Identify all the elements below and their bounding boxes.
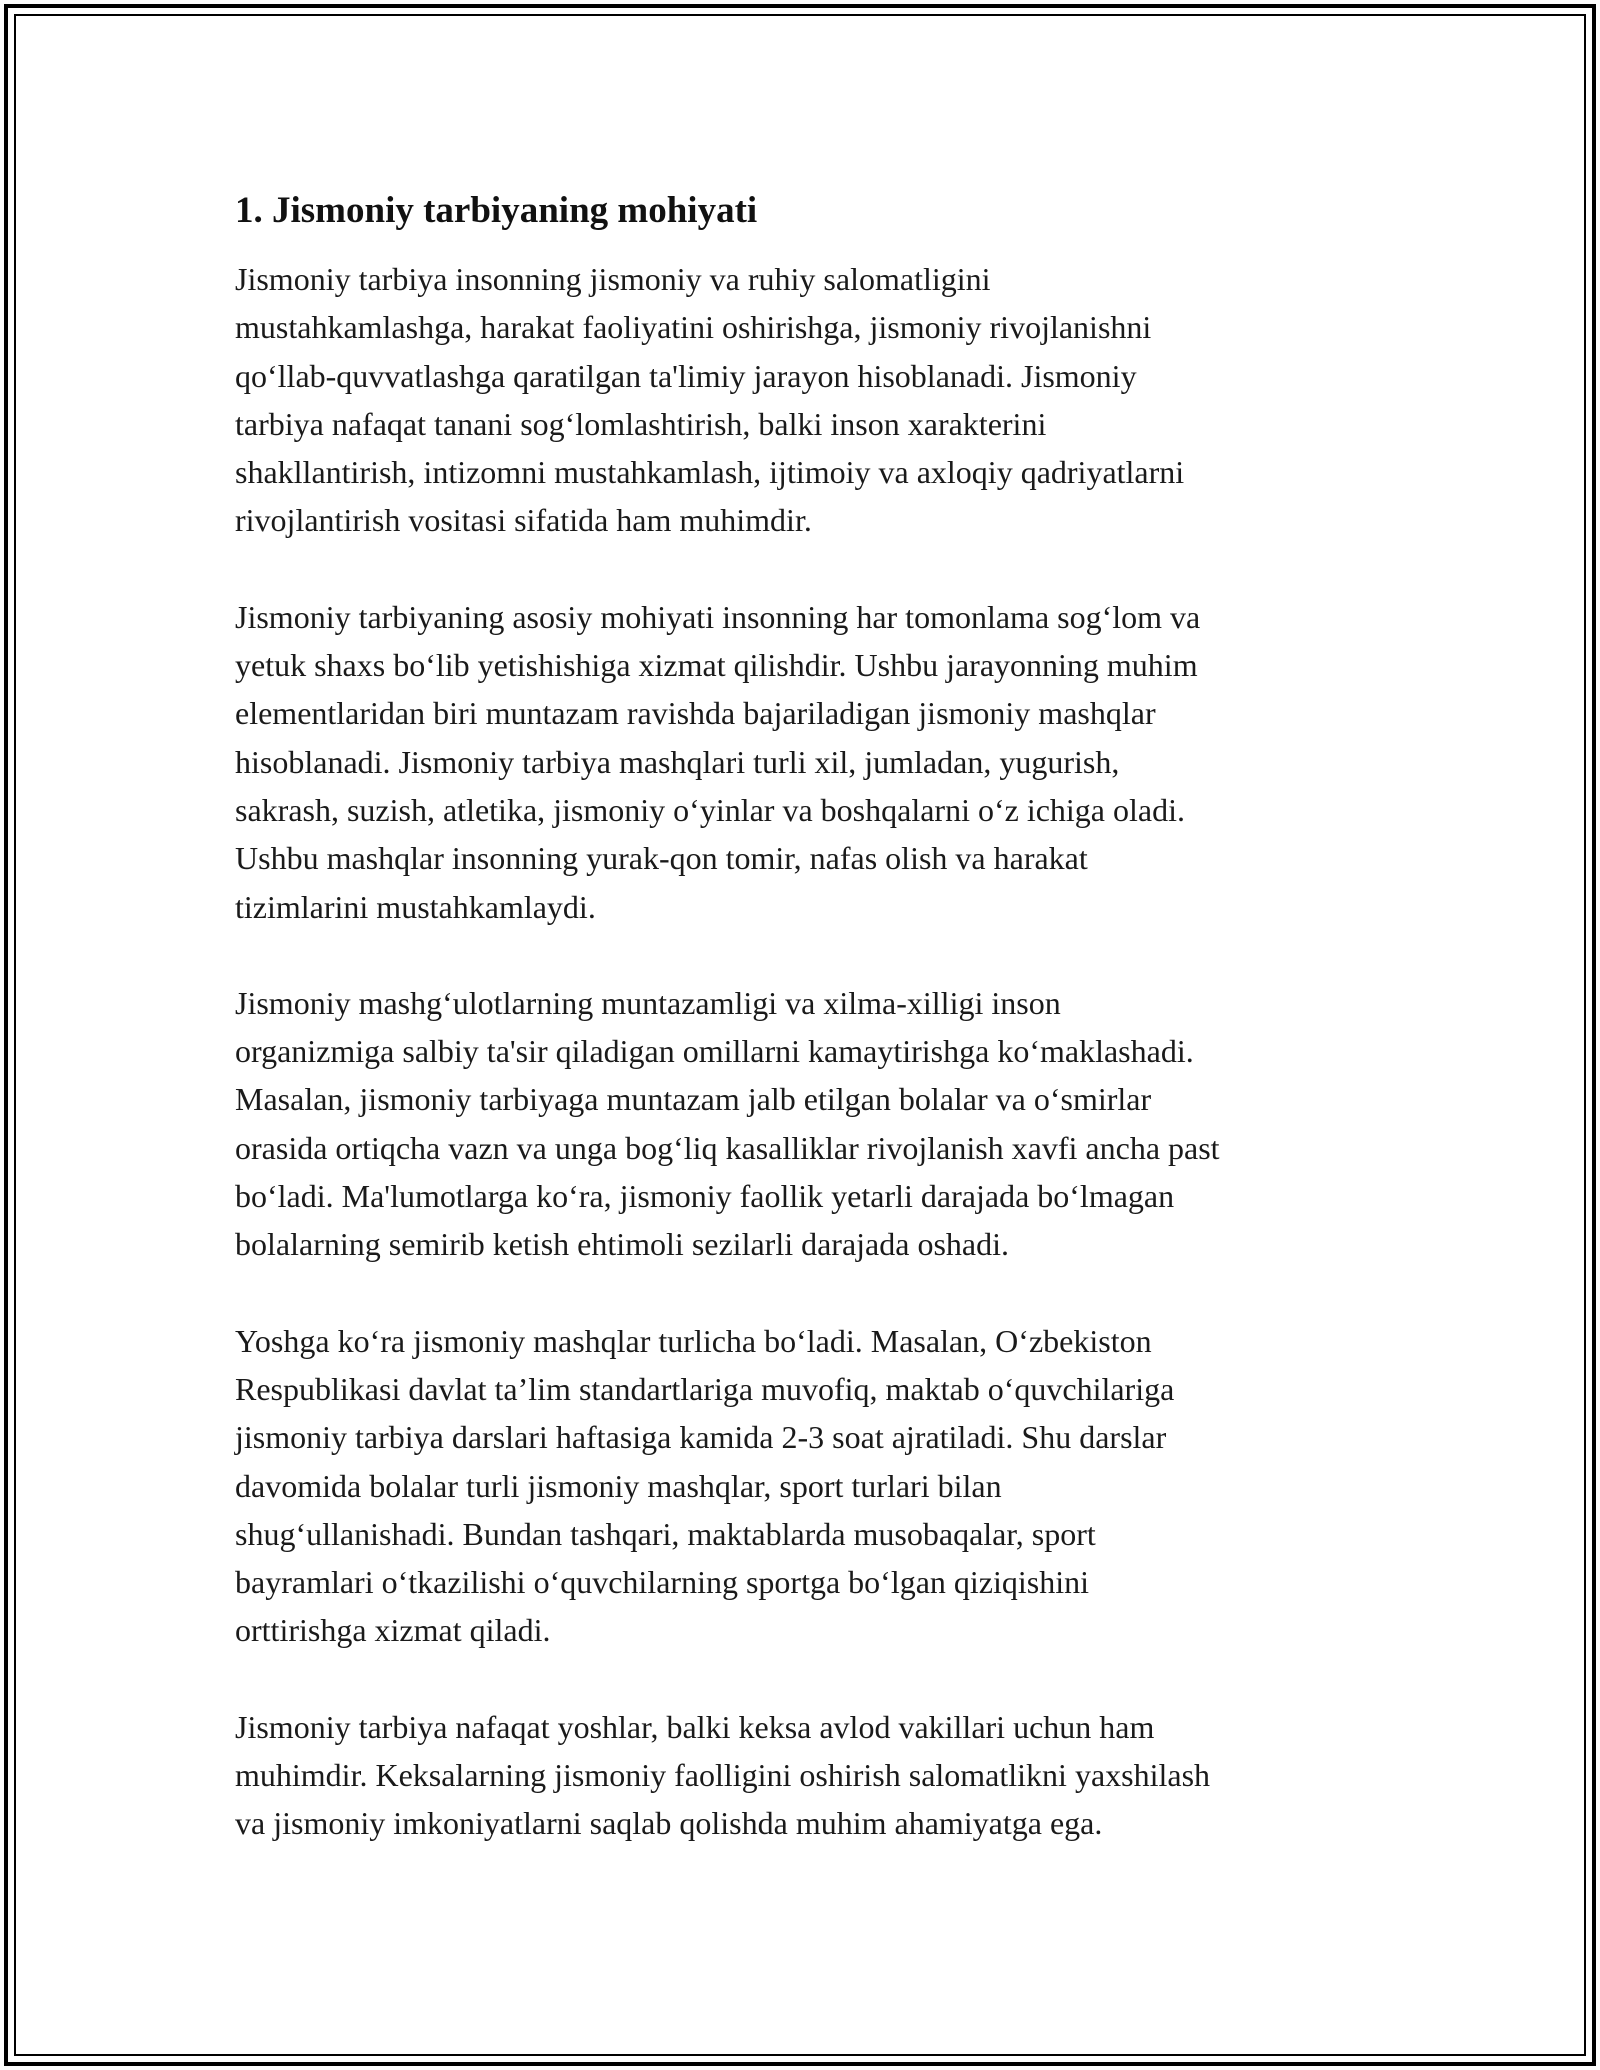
paragraph-line: shakllantirish, intizomni mustahkamlash, ijtimoiy va axloqiy qadriyatlarni	[235, 454, 1185, 491]
paragraph-line: Yoshga ko‘ra jismoniy mashqlar turlicha bo‘ladi. Masalan, O‘zbekiston	[235, 1322, 1152, 1359]
paragraph-line: Jismoniy mashg‘ulotlarning muntazamligi va xilma-xilligi inson	[235, 984, 1061, 1021]
paragraph-line: hisoblanadi. Jismoniy tarbiya mashqlari turli xil, jumladan, yugurish,	[235, 743, 1120, 780]
paragraph-line: tarbiya nafaqat tanani sog‘lomlashtirish, balki inson xarakterini	[235, 405, 1047, 442]
paragraph-line: qo‘llab-quvvatlashga qaratilgan ta'limiy jarayon hisoblanadi. Jismoniy	[235, 357, 1137, 394]
paragraph-line: bolalarning semirib ketish ehtimoli sezilarli darajada oshadi.	[235, 1226, 1009, 1263]
paragraph-line: Jismoniy tarbiya nafaqat yoshlar, balki keksa avlod vakillari uchun ham	[235, 1708, 1155, 1745]
paragraph-line: orttirishga xizmat qiladi.	[235, 1612, 551, 1649]
paragraph-list	[235, 255, 1375, 1848]
paragraph-line: jismoniy tarbiya darslari haftasiga kamida 2-3 soat ajratiladi. Shu darslar	[235, 1419, 1167, 1456]
paragraph-line: muhimdir. Keksalarning jismoniy faolligini oshirish salomatlikni yaxshilash	[235, 1757, 1211, 1794]
paragraph-line: sakrash, suzish, atletika, jismoniy o‘yinlar va boshqalarni o‘z ichiga oladi.	[235, 791, 1185, 828]
paragraph	[235, 979, 1375, 1269]
paragraph-line: orasida ortiqcha vazn va unga bog‘liq kasalliklar rivojlanish xavfi ancha past	[235, 1129, 1220, 1166]
paragraph-line: bo‘ladi. Ma'lumotlarga ko‘ra, jismoniy faollik yetarli darajada bo‘lmagan	[235, 1178, 1175, 1215]
paragraph-line: Jismoniy tarbiya insonning jismoniy va ruhiy salomatligini	[235, 261, 991, 297]
paragraph-line: mustahkamlashga, harakat faoliyatini oshirishga, jismoniy rivojlanishni	[235, 309, 1152, 346]
paragraph	[235, 1317, 1375, 1655]
paragraph-line: Ushbu mashqlar insonning yurak-qon tomir, nafas olish va harakat	[235, 840, 1088, 877]
paragraph-line: organizmiga salbiy ta'sir qiladigan omillarni kamaytirishga ko‘maklashadi.	[235, 1033, 1194, 1070]
paragraph	[235, 255, 1375, 545]
document-body	[235, 187, 1375, 1896]
paragraph-line: shug‘ullanishadi. Bundan tashqari, maktablarda musobaqalar, sport	[235, 1515, 1096, 1552]
paragraph-line: Masalan, jismoniy tarbiyaga muntazam jalb etilgan bolalar va o‘smirlar	[235, 1081, 1152, 1118]
paragraph-line: tizimlarini mustahkamlaydi.	[235, 888, 596, 925]
paragraph-line: Respublikasi davlat ta’lim standartlariga muvofiq, maktab o‘quvchilariga	[235, 1370, 1175, 1407]
paragraph-line: va jismoniy imkoniyatlarni saqlab qolishda muhim ahamiyatga ega.	[235, 1805, 1103, 1842]
paragraph-line: elementlaridan biri muntazam ravishda bajariladigan jismoniy mashqlar	[235, 695, 1156, 732]
paragraph-line: Jismoniy tarbiyaning asosiy mohiyati insonning har tomonlama sog‘lom va	[235, 598, 1201, 635]
paragraph-line: yetuk shaxs bo‘lib yetishishiga xizmat qilishdir. Ushbu jarayonning muhim	[235, 647, 1198, 684]
paragraph-line: rivojlantirish vositasi sifatida ham muhimdir.	[235, 502, 812, 539]
paragraph	[235, 593, 1375, 931]
section-heading: 1. Jismoniy tarbiyaning mohiyati	[235, 190, 758, 231]
paragraph-line: davomida bolalar turli jismoniy mashqlar, sport turlari bilan	[235, 1467, 1002, 1504]
paragraph-line: bayramlari o‘tkazilishi o‘quvchilarning sportga bo‘lgan qiziqishini	[235, 1564, 1090, 1601]
paragraph	[235, 1703, 1375, 1848]
